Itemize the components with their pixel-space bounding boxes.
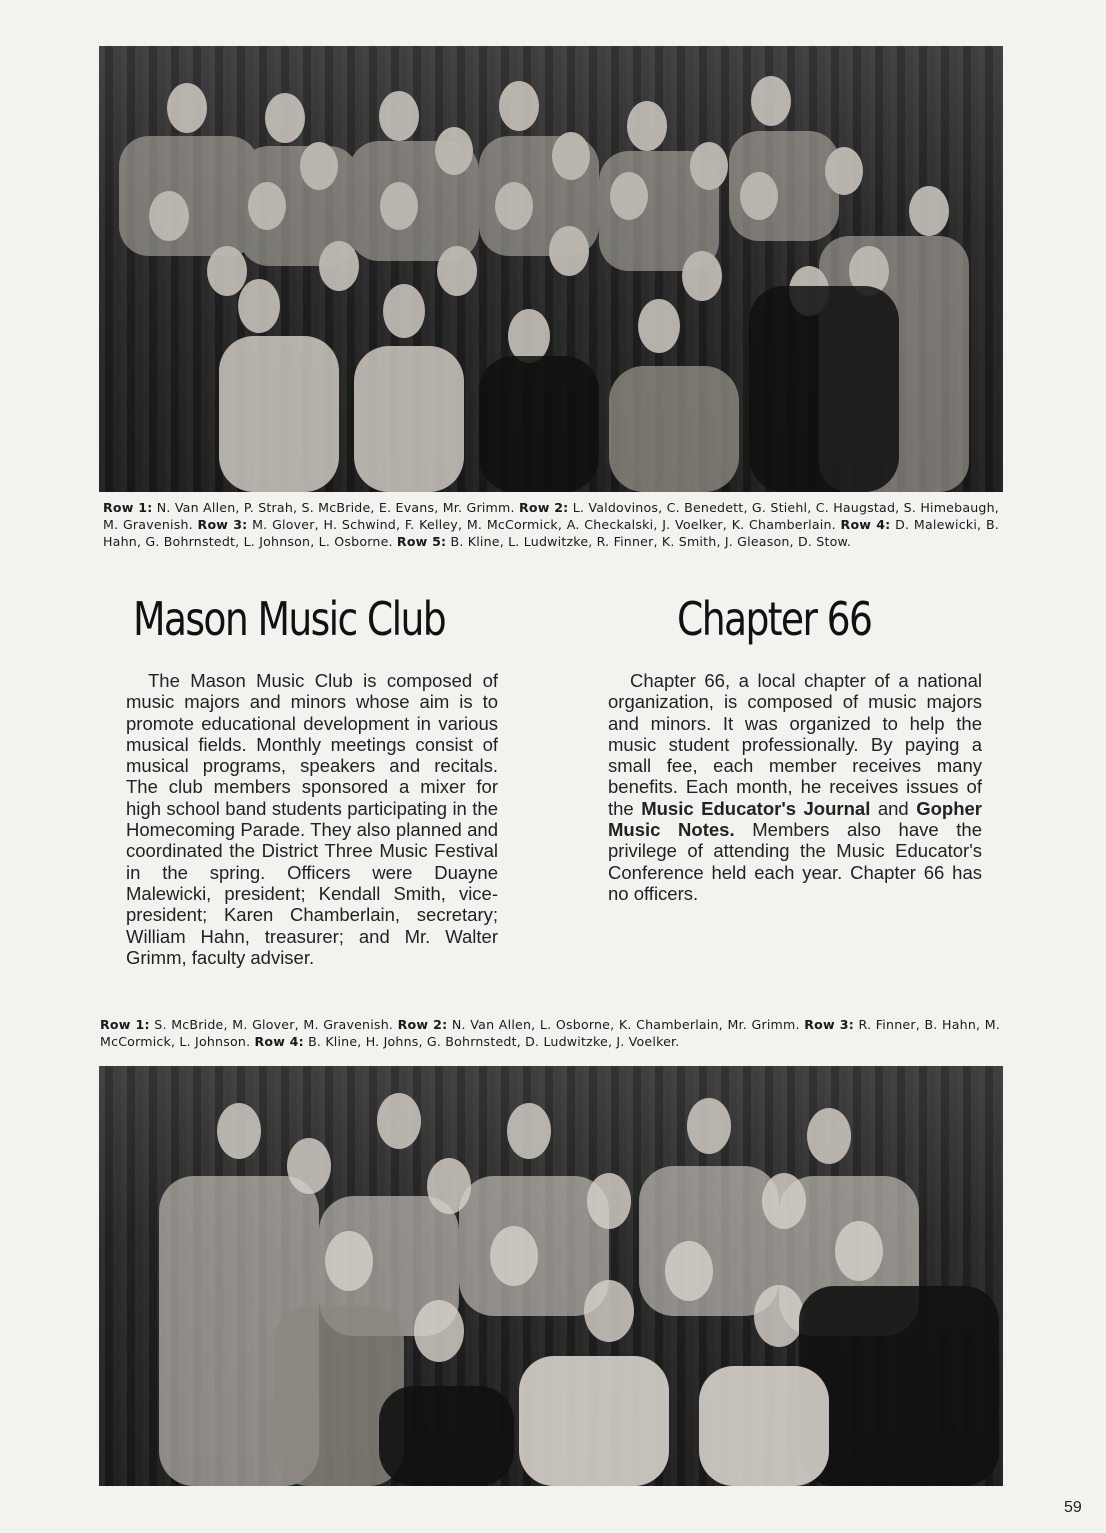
chapter-66-group-photo <box>99 1066 1003 1486</box>
caption-row-names: L. Valdovinos, C. Benedett, G. Stiehl, C. Haugstad, S. Himebaugh, M. Gravenish. <box>103 500 999 532</box>
journal-title: Music Educator's Journal <box>641 797 871 819</box>
caption-row-names: R. Finner, B. Hahn, M. McCormick, L. Johnson. <box>100 1017 1001 1049</box>
caption-row-names: N. Van Allen, L. Osborne, K. Chamberlain, Mr. Grimm. <box>447 1017 805 1032</box>
article-text: Members also have the privilege of attending the Music Educator's Conference held each year. Chapter 66 has no officers. <box>608 819 983 904</box>
group-photo-silhouettes <box>99 46 1003 492</box>
caption-row-label: Row 2: <box>518 500 569 515</box>
caption-row-label: Row 1: <box>100 1017 150 1032</box>
caption-row-label: Row 4: <box>840 517 891 532</box>
caption-row-names: D. Malewicki, B. Hahn, G. Bohrnstedt, L. Johnson, L. Osborne. <box>103 517 1000 549</box>
group-photo-silhouettes <box>99 1066 1003 1486</box>
caption-row-label: Row 4: <box>254 1034 304 1049</box>
caption-row-label: Row 2: <box>397 1017 448 1032</box>
article-text: Chapter 66, a local chapter of a national organization, is composed of music majors and minors. It was organized to help the music student professionally. By paying a small fee, each member receives many benefits. Each month, he receives issues of the <box>608 670 982 819</box>
caption-row-names: M. Glover, H. Schwind, F. Kelley, M. McCormick, A. Checkalski, J. Voelker, K. Chamberlain. <box>247 517 841 532</box>
mason-music-club-group-photo <box>99 46 1003 492</box>
top-photo-caption <box>103 499 999 550</box>
caption-row-label: Row 3: <box>197 517 248 532</box>
mason-music-club-heading: Mason Music Club <box>133 592 446 646</box>
chapter-66-article <box>608 670 982 904</box>
caption-row-names: B. Kline, H. Johns, G. Bohrnstedt, D. Ludwitzke, J. Voelker. <box>303 1034 680 1049</box>
bottom-photo-caption <box>100 1016 1000 1050</box>
caption-row-names: S. McBride, M. Glover, M. Gravenish. <box>149 1017 398 1032</box>
caption-row-label: Row 3: <box>804 1017 854 1032</box>
chapter-66-heading: Chapter 66 <box>677 592 872 646</box>
caption-row-names: B. Kline, L. Ludwitzke, R. Finner, K. Smith, J. Gleason, D. Stow. <box>446 534 852 549</box>
article-text: and <box>870 797 917 819</box>
journal-title: Gopher Music Notes. <box>608 797 982 841</box>
caption-row-label: Row 5: <box>396 534 447 549</box>
caption-row-names: N. Van Allen, P. Strah, S. McBride, E. Evans, Mr. Grimm. <box>152 500 519 515</box>
caption-row-label: Row 1: <box>103 500 153 515</box>
mason-music-club-article: The Mason Music Club is composed of music majors and minors whose aim is to promote educational development in various musical fields. Monthly meetings consist of musical programs, speakers and recitals. The club members sponsored a mixer for high school band students participating in the Homecoming Parade. They also planned and coordinated the District Three Music Festival in the spring. Officers were Duayne Malewicki, president; Kendall Smith, vice-president; Karen Chamberlain, secretary; William Hahn, treasurer; and Mr. Walter Grimm, faculty adviser. <box>126 670 498 968</box>
page-number: 59 <box>1064 1499 1082 1516</box>
